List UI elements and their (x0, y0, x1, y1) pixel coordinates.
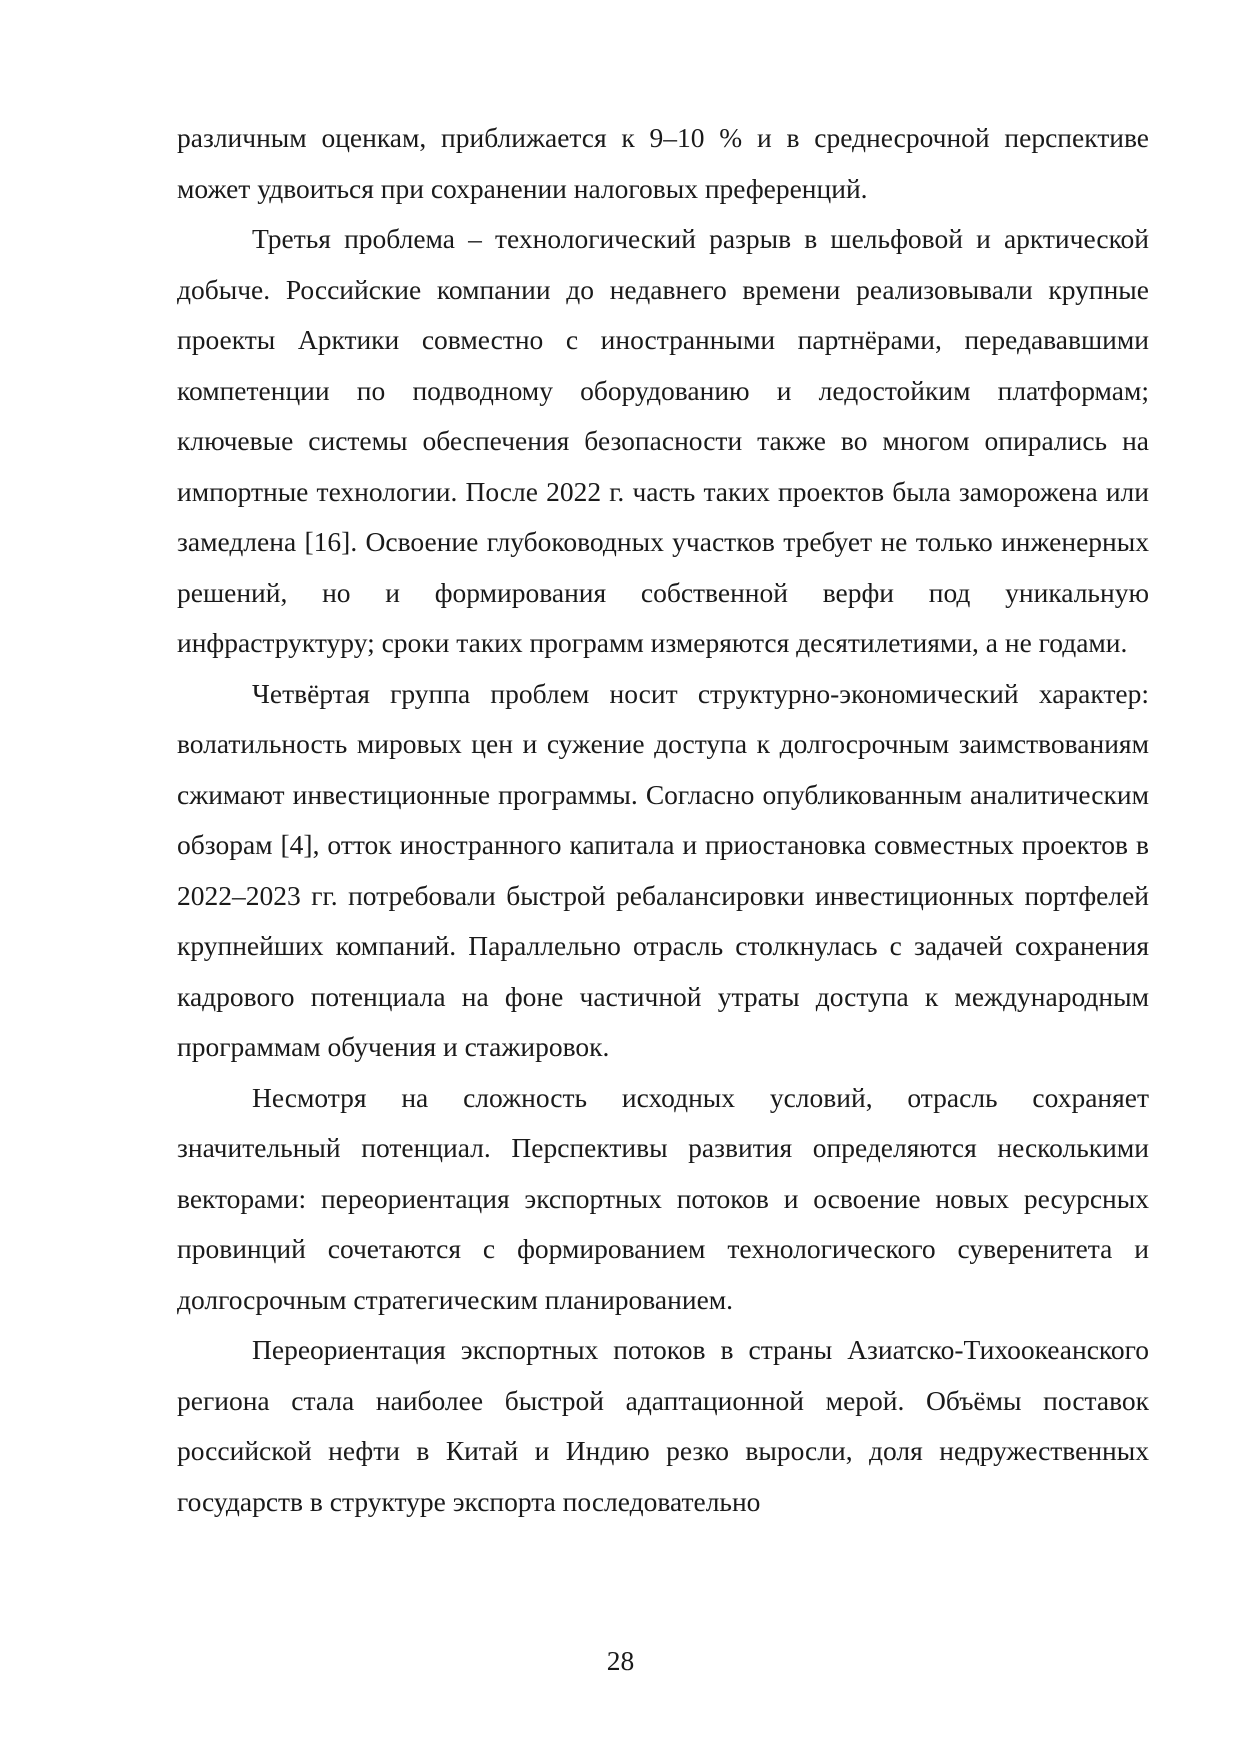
paragraph-continuation: различным оценкам, приближается к 9–10 % и в среднесрочной перспективе может удвоиться при сохранении налоговых преференций. (177, 122, 1149, 204)
paragraph-export-reorientation: Переориентация экспортных потоков в страны Азиатско-Тихоокеанского региона стала наиболее быстрой адаптационной мерой. Объёмы поставок российской нефти в Китай и Индию резко выросли, доля недружественных государств в структуре экспорта последовательно (177, 1334, 1149, 1517)
paragraph-fourth-problem: Четвёртая группа проблем носит структурно-экономический характер: волатильность мировых цен и сужение доступа к долгосрочным заимствованиям сжимают инвестиционные программы. Согласно опубликованным аналитическим обзорам [4], отток иностранного капитала и приостановка совместных проектов в 2022–2023 гг. потребовали быстрой ребалансировки инвестиционных портфелей крупнейших компаний. Параллельно отрасль столкнулась с задачей сохранения кадрового потенциала на фоне частичной утраты доступа к международным программам обучения и стажировок. (177, 677, 1149, 1062)
paragraph-third-problem: Третья проблема – технологический разрыв в шельфовой и арктической добыче. Российские компании до недавнего времени реализовывали крупные проекты Арктики совместно с иностранными партнёрами, передававшими компетенции по подводному оборудованию и ледостойким платформам; ключевые системы обеспечения безопасности также во многом опирались на импортные технологии. После 2022 г. часть таких проектов была заморожена или замедлена [16]. Освоение глубоководных участков требует не только инженерных решений, но и формирования собственной верфи под уникальную инфраструктуру; сроки таких программ измеряются десятилетиями, а не годами. (177, 223, 1149, 658)
page-number: 28 (606, 1645, 635, 1676)
paragraph-potential: Несмотря на сложность исходных условий, отрасль сохраняет значительный потенциал. Перспективы развития определяются несколькими векторами: переориентация экспортных потоков и освоение новых ресурсных провинций сочетаются с формированием технологического суверенитета и долгосрочным стратегическим планированием. (177, 1081, 1149, 1315)
body-text (177, 113, 1149, 1527)
